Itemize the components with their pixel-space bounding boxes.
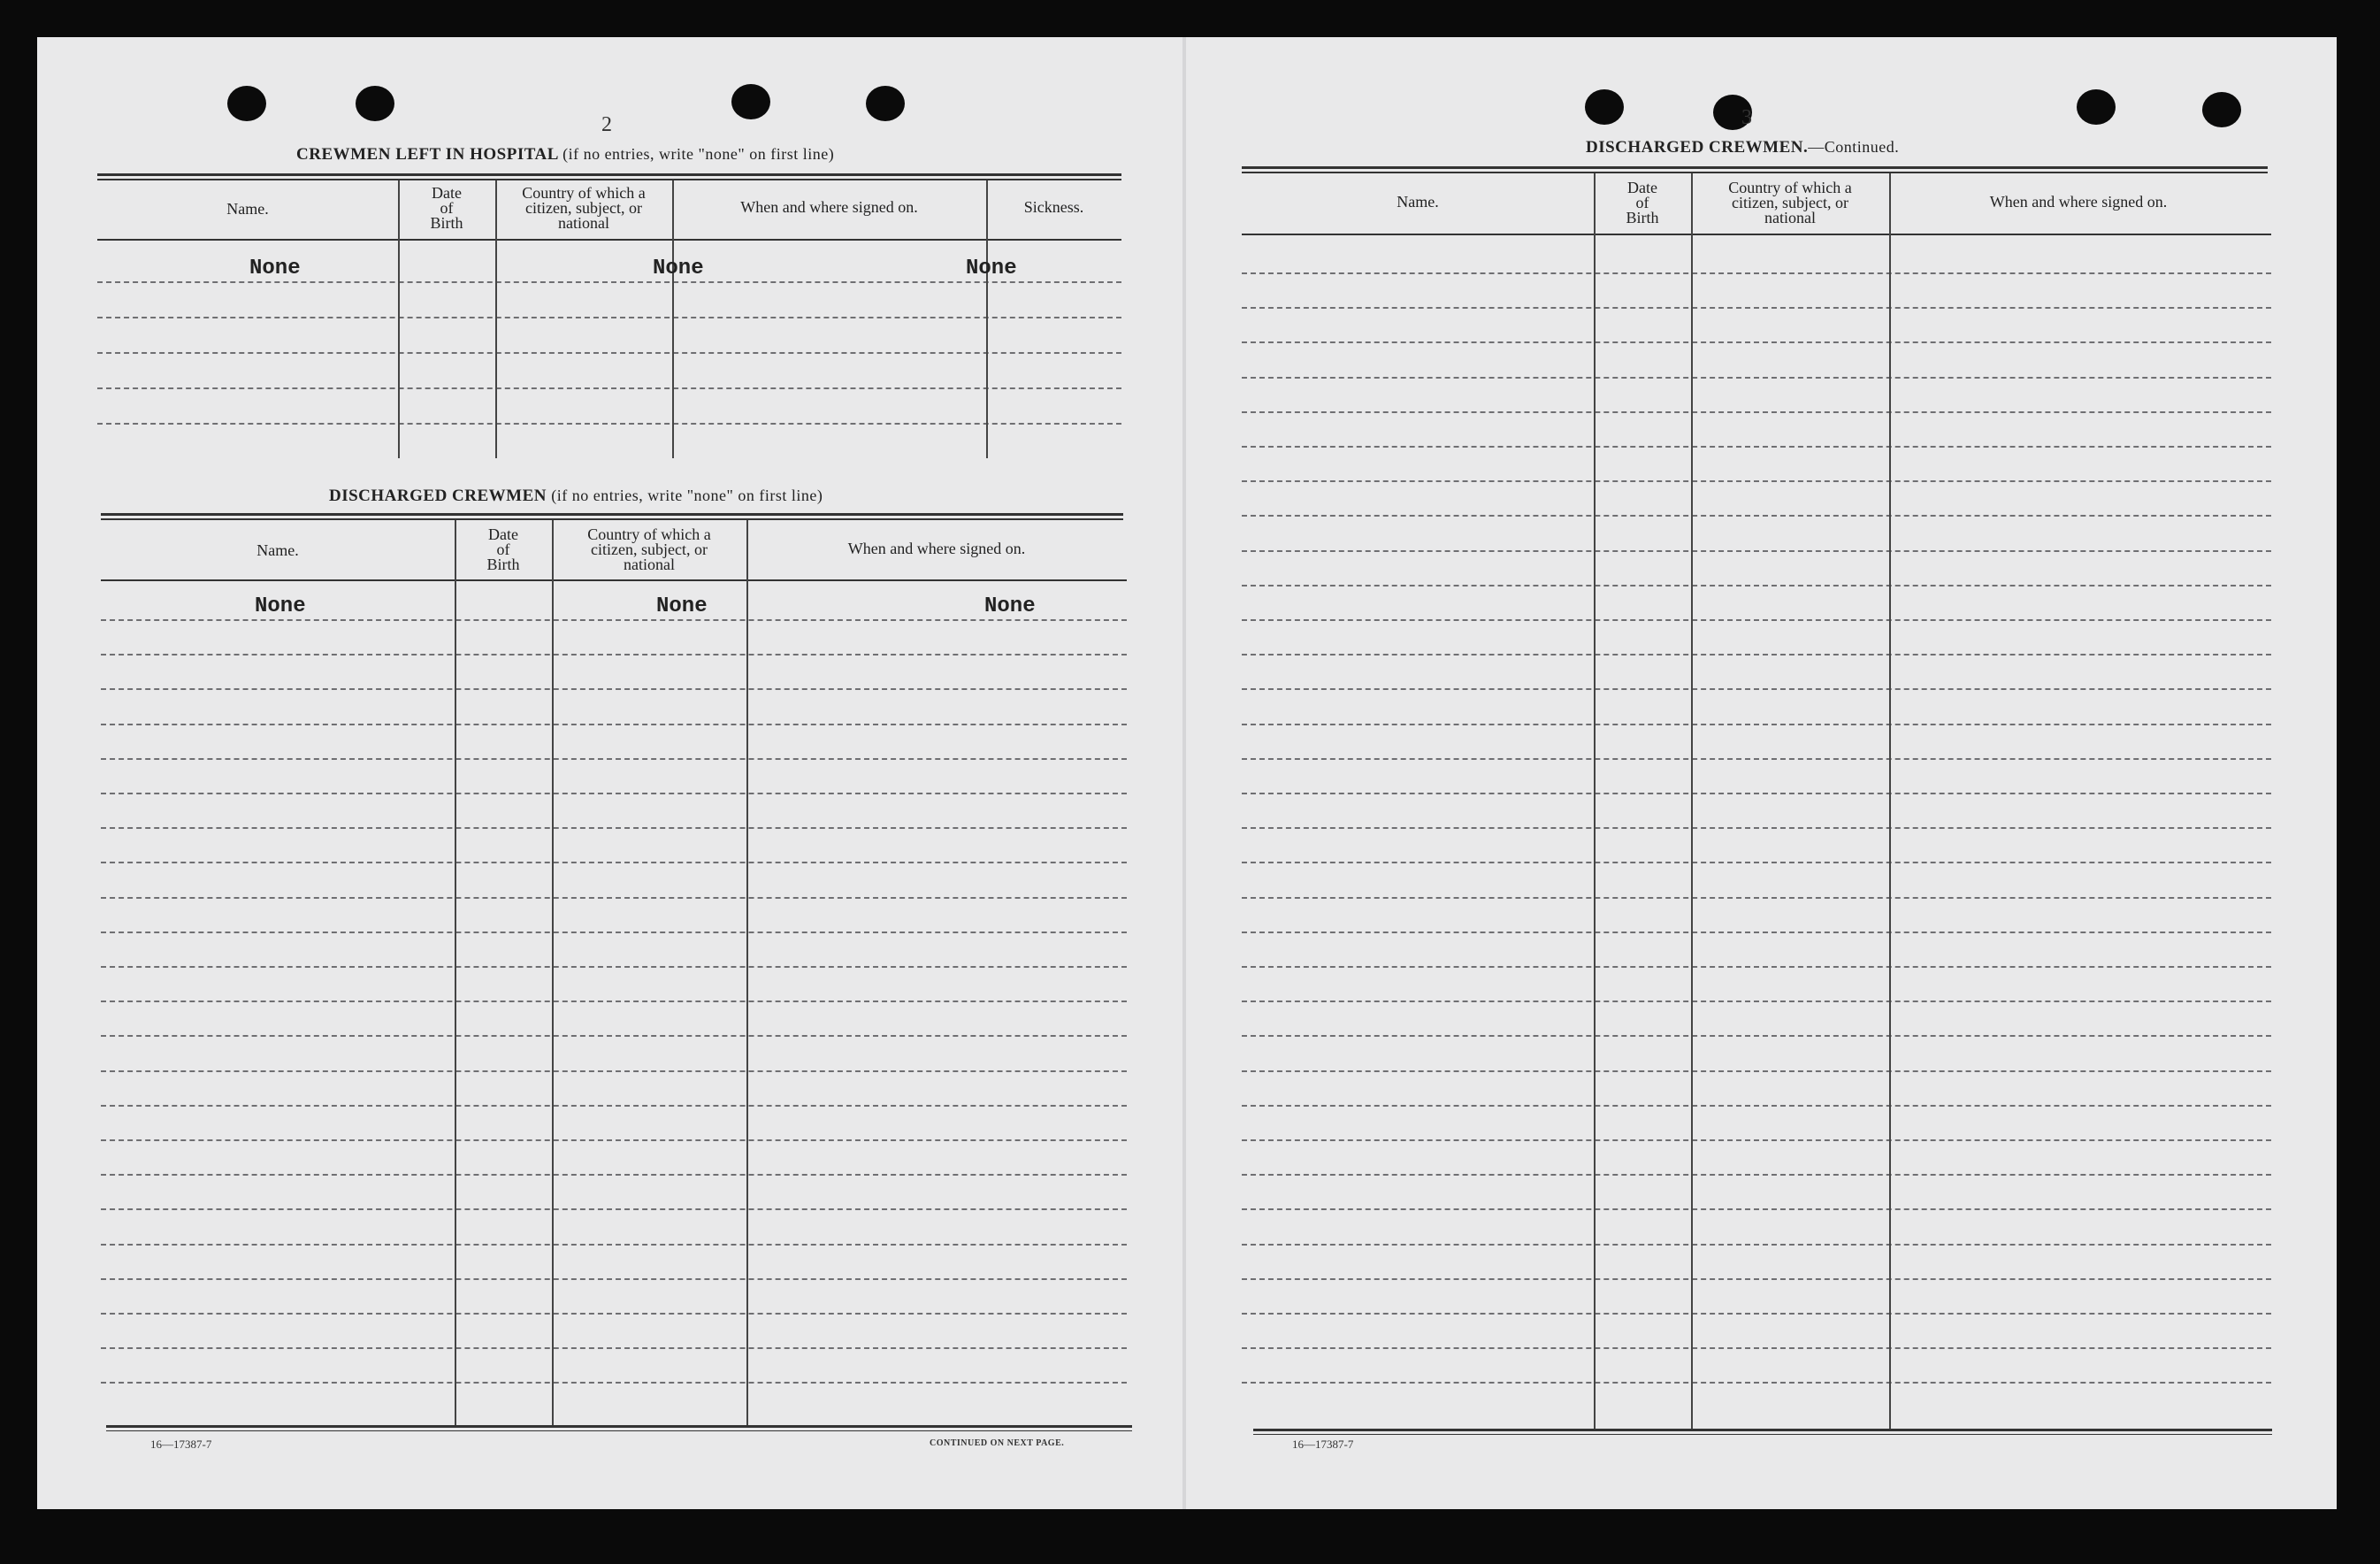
table-row-line bbox=[97, 387, 1121, 389]
table-column-divider bbox=[1594, 173, 1596, 1431]
table-row-line bbox=[101, 1244, 1127, 1246]
hospital-col-country: Country of which a citizen, subject, or national bbox=[522, 184, 646, 232]
table-row-line bbox=[1242, 341, 2271, 343]
table-row-line bbox=[101, 1000, 1127, 1002]
table-row-line bbox=[101, 1035, 1127, 1037]
table-row-line bbox=[101, 1313, 1127, 1315]
right-col-signed: When and where signed on. bbox=[1989, 193, 2168, 211]
discharged-signed-entry: None bbox=[984, 594, 1036, 618]
left-bottom-rule-2 bbox=[106, 1430, 1132, 1431]
table-row-line bbox=[101, 793, 1127, 794]
discharged-title-note: (if no entries, write "none" on first line) bbox=[551, 487, 823, 504]
hospital-country-entry: None bbox=[653, 257, 704, 280]
discharged-name-entry: None bbox=[255, 594, 306, 618]
punch-hole bbox=[731, 84, 770, 119]
left-bottom-rule bbox=[106, 1425, 1132, 1428]
discharged-col-dob: Date of Birth bbox=[486, 525, 520, 573]
table-row-line bbox=[1242, 411, 2271, 413]
punch-hole bbox=[2077, 89, 2116, 125]
page-number-right: 3 bbox=[1741, 106, 1752, 129]
table-header-rule bbox=[101, 579, 1127, 581]
right-title-text: DISCHARGED CREWMEN. bbox=[1586, 138, 1809, 157]
table-row-line bbox=[1242, 827, 2271, 829]
hospital-section-title bbox=[296, 145, 834, 165]
hospital-top-rule bbox=[97, 173, 1121, 176]
right-top-rule-2 bbox=[1242, 172, 2268, 173]
page-fold bbox=[1182, 37, 1186, 1509]
table-row-line bbox=[97, 317, 1121, 318]
table-row-line bbox=[101, 1070, 1127, 1072]
table-row-line bbox=[1242, 307, 2271, 309]
table-row-line bbox=[1242, 1208, 2271, 1210]
table-row-line bbox=[1242, 377, 2271, 379]
right-col-dob: Date of Birth bbox=[1626, 179, 1659, 226]
table-row-line bbox=[1242, 1174, 2271, 1176]
table-row-line bbox=[1242, 793, 2271, 794]
table-row-line bbox=[101, 724, 1127, 725]
page-number-left: 2 bbox=[601, 113, 612, 136]
table-column-divider bbox=[672, 180, 674, 458]
table-row-line bbox=[101, 1174, 1127, 1176]
table-row-line bbox=[101, 1382, 1127, 1384]
table-column-divider bbox=[1889, 173, 1891, 1431]
table-row-line bbox=[101, 862, 1127, 863]
table-row-line bbox=[97, 281, 1121, 283]
right-title-suffix: —Continued. bbox=[1808, 138, 1900, 156]
table-row-line bbox=[1242, 619, 2271, 621]
table-column-divider bbox=[455, 520, 456, 1428]
table-row-line bbox=[101, 1105, 1127, 1107]
hospital-name-entry: None bbox=[249, 257, 301, 280]
table-row-line bbox=[1242, 515, 2271, 517]
table-row-line bbox=[101, 654, 1127, 656]
table-row-line bbox=[101, 1208, 1127, 1210]
table-row-line bbox=[101, 932, 1127, 933]
punch-hole bbox=[2202, 92, 2241, 127]
right-bottom-rule bbox=[1253, 1429, 2272, 1431]
right-col-name: Name. bbox=[1397, 193, 1439, 211]
left-footer-code: 16—17387-7 bbox=[150, 1438, 212, 1451]
table-row-line bbox=[1242, 550, 2271, 552]
table-row-line bbox=[1242, 1382, 2271, 1384]
table-row-line bbox=[1242, 688, 2271, 690]
table-row-line bbox=[101, 1347, 1127, 1349]
table-row-line bbox=[101, 619, 1127, 621]
left-footer-continued: CONTINUED ON NEXT PAGE. bbox=[930, 1438, 1065, 1448]
table-column-divider bbox=[746, 520, 748, 1428]
table-header-rule bbox=[1242, 234, 2271, 235]
table-row-line bbox=[1242, 1244, 2271, 1246]
discharged-title-text: DISCHARGED CREWMEN bbox=[329, 487, 547, 505]
discharged-section-title bbox=[329, 487, 823, 506]
table-row-line bbox=[101, 758, 1127, 760]
table-row-line bbox=[1242, 1035, 2271, 1037]
table-row-line bbox=[1242, 480, 2271, 482]
table-column-divider bbox=[552, 520, 554, 1428]
table-header-rule bbox=[97, 239, 1121, 241]
table-row-line bbox=[1242, 1000, 2271, 1002]
discharged-top-rule-2 bbox=[101, 518, 1123, 520]
discharged-col-country: Country of which a citizen, subject, or national bbox=[587, 525, 711, 573]
table-column-divider bbox=[495, 180, 497, 458]
table-row-line bbox=[1242, 897, 2271, 899]
table-row-line bbox=[1242, 1313, 2271, 1315]
table-row-line bbox=[1242, 966, 2271, 968]
table-row-line bbox=[101, 966, 1127, 968]
discharged-col-name: Name. bbox=[256, 541, 299, 559]
right-footer-code: 16—17387-7 bbox=[1292, 1438, 1354, 1451]
hospital-title-text: CREWMEN LEFT IN HOSPITAL bbox=[296, 145, 558, 164]
table-row-line bbox=[97, 352, 1121, 354]
table-row-line bbox=[101, 688, 1127, 690]
hospital-col-sickness: Sickness. bbox=[1023, 198, 1084, 216]
hospital-top-rule-2 bbox=[97, 179, 1121, 180]
discharged-col-signed: When and where signed on. bbox=[847, 540, 1026, 557]
table-row-line bbox=[1242, 585, 2271, 586]
punch-hole bbox=[866, 86, 905, 121]
punch-hole bbox=[356, 86, 394, 121]
punch-hole bbox=[227, 86, 266, 121]
hospital-col-name: Name. bbox=[226, 200, 269, 218]
table-row-line bbox=[1242, 272, 2271, 274]
table-column-divider bbox=[986, 180, 988, 458]
right-bottom-rule-2 bbox=[1253, 1434, 2272, 1435]
table-row-line bbox=[101, 1278, 1127, 1280]
table-row-line bbox=[1242, 758, 2271, 760]
document-sheet bbox=[37, 37, 2337, 1509]
table-row-line bbox=[101, 897, 1127, 899]
table-row-line bbox=[1242, 1070, 2271, 1072]
right-section-title bbox=[1586, 138, 1899, 157]
table-row-line bbox=[101, 827, 1127, 829]
hospital-col-signed: When and where signed on. bbox=[740, 198, 918, 216]
table-row-line bbox=[1242, 1105, 2271, 1107]
table-column-divider bbox=[398, 180, 400, 458]
table-row-line bbox=[1242, 932, 2271, 933]
table-row-line bbox=[1242, 862, 2271, 863]
punch-hole bbox=[1585, 89, 1624, 125]
table-row-line bbox=[1242, 1347, 2271, 1349]
hospital-col-dob: Date of Birth bbox=[430, 184, 463, 232]
table-row-line bbox=[1242, 446, 2271, 448]
table-row-line bbox=[1242, 724, 2271, 725]
hospital-title-note: (if no entries, write "none" on first line) bbox=[562, 145, 835, 163]
table-row-line bbox=[1242, 654, 2271, 656]
hospital-sickness-entry: None bbox=[966, 257, 1017, 280]
discharged-country-entry: None bbox=[656, 594, 708, 618]
table-row-line bbox=[1242, 1139, 2271, 1141]
right-top-rule bbox=[1242, 166, 2268, 169]
table-column-divider bbox=[1691, 173, 1693, 1431]
discharged-top-rule bbox=[101, 513, 1123, 516]
table-row-line bbox=[1242, 1278, 2271, 1280]
table-row-line bbox=[101, 1139, 1127, 1141]
right-col-country: Country of which a citizen, subject, or national bbox=[1728, 179, 1852, 226]
table-row-line bbox=[97, 423, 1121, 425]
